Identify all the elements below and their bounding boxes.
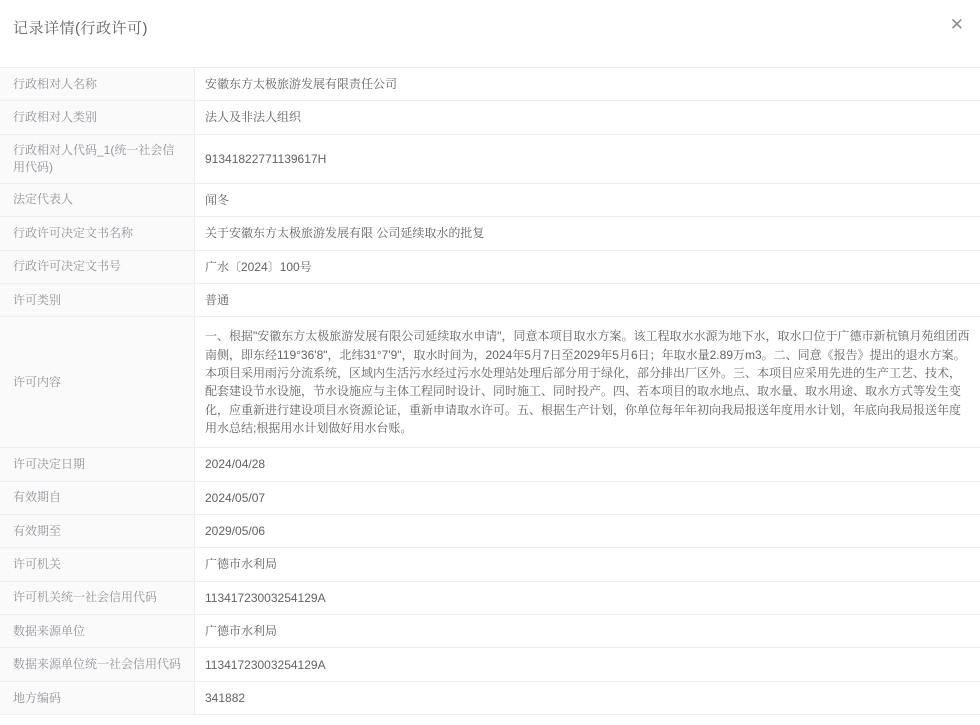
field-value: 普通 xyxy=(195,284,980,317)
field-value: 闻冬 xyxy=(195,184,980,217)
row-decision-doc-name xyxy=(0,217,980,250)
field-value: 91341822771139617H xyxy=(195,135,980,184)
modal-title: 记录详情(行政许可) xyxy=(13,20,148,37)
field-value: 关于安徽东方太极旅游发展有限 公司延续取水的批复 xyxy=(195,217,980,250)
field-label: 行政相对人类别 xyxy=(0,101,195,134)
field-value: 安徽东方太极旅游发展有限责任公司 xyxy=(195,68,980,101)
row-counterpart-type xyxy=(0,101,980,134)
field-label: 有效期至 xyxy=(0,515,195,548)
field-value: 2024/04/28 xyxy=(195,448,980,481)
row-legal-representative xyxy=(0,184,980,217)
row-permit-authority xyxy=(0,548,980,581)
field-label: 法定代表人 xyxy=(0,184,195,217)
field-label: 许可内容 xyxy=(0,317,195,448)
field-label: 行政相对人代码_1(统一社会信用代码) xyxy=(0,135,195,184)
field-label: 地方编码 xyxy=(0,682,195,715)
field-label: 行政相对人名称 xyxy=(0,68,195,101)
field-value: 2029/05/06 xyxy=(195,515,980,548)
modal-header xyxy=(0,0,980,67)
field-value: 2024/05/07 xyxy=(195,482,980,515)
field-value: 广德市水利局 xyxy=(195,548,980,581)
field-value: 法人及非法人组织 xyxy=(195,101,980,134)
row-valid-to xyxy=(0,515,980,548)
field-label: 许可机关统一社会信用代码 xyxy=(0,582,195,615)
row-local-code xyxy=(0,682,980,715)
row-data-source-unit xyxy=(0,615,980,648)
row-permit-category xyxy=(0,284,980,317)
field-value: 11341723003254129A xyxy=(195,648,980,681)
field-label: 许可决定日期 xyxy=(0,448,195,481)
field-value: 一、根据"安徽东方太极旅游发展有限公司延续取水申请"，同意本项目取水方案。该工程取水水源为地下水，取水口位于广德市新杭镇月苑组团西南侧，即东经119°36'8"，北纬31°7'9"，取水时间为，2024年5月7日至2029年5月6日；年取水量2.89万m3。二、同意《报告》提出的退水方案。本项目采用雨污分流系统，区域内生活污水经过污水处理站处理后部分用于绿化，部分排出厂区外。三、本项目应采用先进的生产工艺、技术，配套建设节水设施，节水设施应与主体工程同时设计、同时施工、同时投产。四、若本项目的取水地点、取水量、取水用途、取水方式等发生变化，应重新进行建设项目水资源论证，重新申请取水许可。五、根据生产计划，你单位每年年初向我局报送年度用水计划，年底向我局报送年度用水总结;根据用水计划做好用水台账。 xyxy=(195,317,980,448)
row-permit-content xyxy=(0,317,980,448)
row-valid-from xyxy=(0,482,980,515)
field-label: 有效期自 xyxy=(0,482,195,515)
detail-table xyxy=(0,67,980,715)
field-label: 数据来源单位统一社会信用代码 xyxy=(0,648,195,681)
row-decision-date xyxy=(0,448,980,481)
field-label: 数据来源单位 xyxy=(0,615,195,648)
field-value: 11341723003254129A xyxy=(195,582,980,615)
field-value: 广水〔2024〕100号 xyxy=(195,251,980,284)
field-label: 许可机关 xyxy=(0,548,195,581)
row-counterpart-credit-code xyxy=(0,135,980,184)
row-authority-credit-code xyxy=(0,582,980,615)
row-data-source-credit-code xyxy=(0,648,980,681)
row-decision-doc-number xyxy=(0,251,980,284)
field-label: 行政许可决定文书名称 xyxy=(0,217,195,250)
close-icon[interactable]: ✕ xyxy=(946,14,968,35)
field-label: 许可类别 xyxy=(0,284,195,317)
row-counterpart-name xyxy=(0,68,980,101)
field-label: 行政许可决定文书号 xyxy=(0,251,195,284)
field-value: 341882 xyxy=(195,682,980,715)
field-value: 广德市水利局 xyxy=(195,615,980,648)
